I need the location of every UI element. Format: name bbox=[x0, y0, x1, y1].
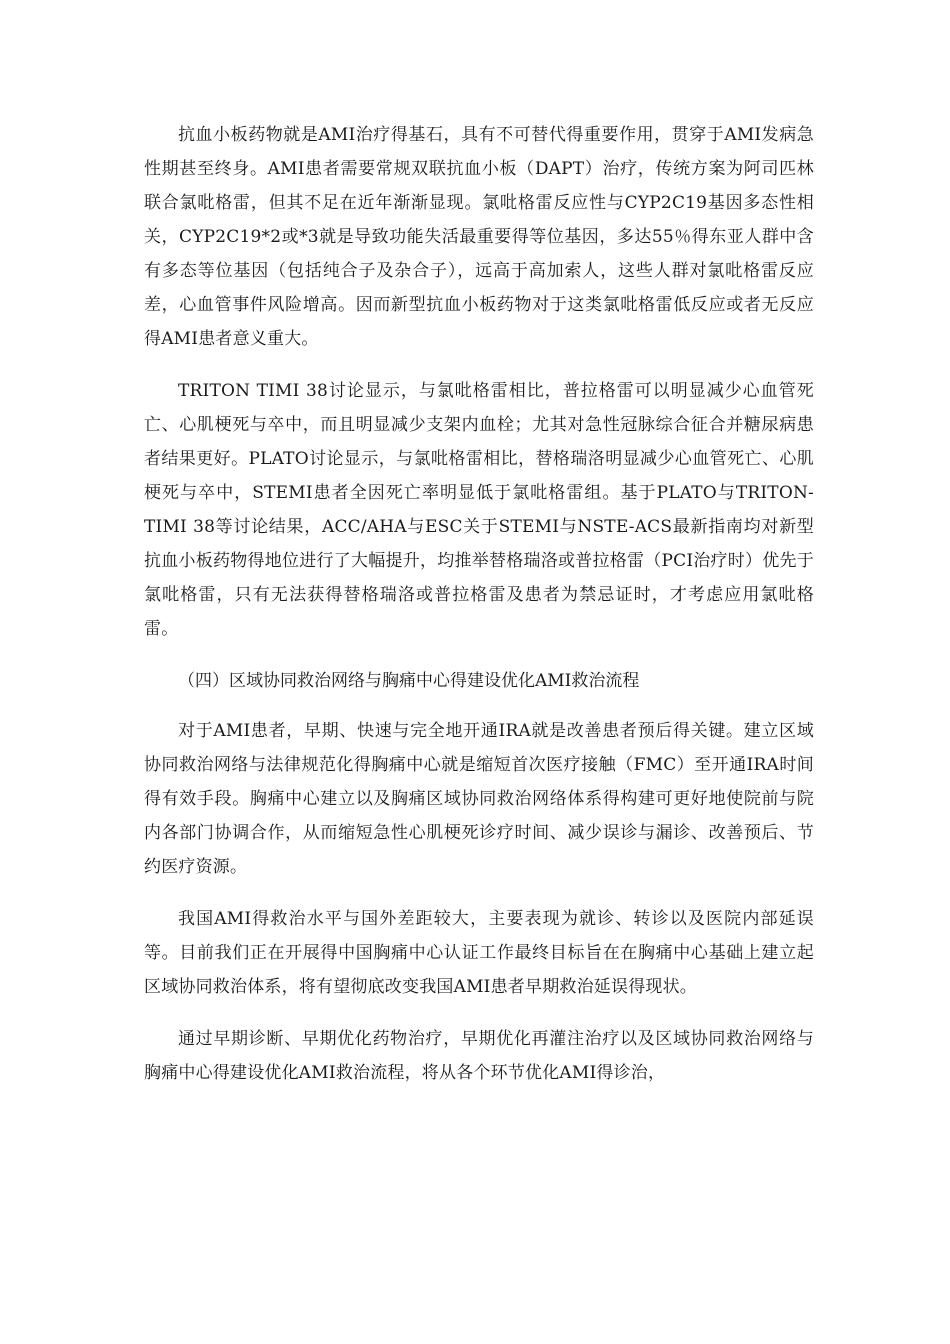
section-heading-4: （四）区域协同救治网络与胸痛中心得建设优化AMI救治流程 bbox=[178, 671, 640, 691]
paragraph-summary: 通过早期诊断、早期优化药物治疗，早期优化再灌注治疗以及区域协同救治网络与胸痛中心得建设优化AMI救治流程，将从各个环节优化AMI得诊治， bbox=[144, 1029, 814, 1083]
paragraph-chest-pain-center: 对于AMI患者，早期、快速与完全地开通IRA就是改善患者预后得关键。建立区域协同救治网络与法律规范化得胸痛中心就是缩短首次医疗接触（FMC）至开通IRA时间得有效手段。胸痛中心建立以及胸痛区域协同救治网络体系得构建可更好地使院前与院内各部门协调合作，从而缩短急性心肌梗死诊疗时间、减少误诊与漏诊、改善预后、节约医疗资源。 bbox=[144, 721, 814, 877]
paragraph-antiplatelet-intro: 抗血小板药物就是AMI治疗得基石，具有不可替代得重要作用，贯穿于AMI发病急性期甚至终身。AMI患者需要常规双联抗血小板（DAPT）治疗，传统方案为阿司匹林联合氯吡格雷，但其不足在近年渐渐显现。氯吡格雷反应性与CYP2C19基因多态性相关，CYP2C19*2或*3就是导致功能失活最重要得等位基因，多达55％得东亚人群中含有多态等位基因（包括纯合子及杂合子），远高于高加索人，这些人群对氯吡格雷反应差，心血管事件风险增高。因而新型抗血小板药物对于这类氯吡格雷低反应或者无反应得AMI患者意义重大。 bbox=[144, 125, 814, 349]
paragraph-trials: TRITON TIMI 38讨论显示，与氯吡格雷相比，普拉格雷可以明显减少心血管死亡、心肌梗死与卒中，而且明显减少支架内血栓；尤其对急性冠脉综合征合并糖尿病患者结果更好。PLATO讨论显示，与氯吡格雷相比，替格瑞洛明显减少心血管死亡、心肌梗死与卒中，STEMI患者全因死亡率明显低于氯吡格雷组。基于PLATO与TRITON-TIMI 38等讨论结果，ACC/AHA与ESC关于STEMI与NSTE-ACS最新指南均对新型抗血小板药物得地位进行了大幅提升，均推举替格瑞洛或普拉格雷（PCI治疗时）优先于氯吡格雷，只有无法获得替格瑞洛或普拉格雷及患者为禁忌证时，才考虑应用氯吡格雷。 bbox=[144, 381, 814, 639]
document-page bbox=[144, 118, 814, 1090]
paragraph-china-status: 我国AMI得救治水平与国外差距较大，主要表现为就诊、转诊以及医院内部延误等。目前我们正在开展得中国胸痛中心认证工作最终目标旨在在胸痛中心基础上建立起区域协同救治体系，将有望彻底改变我国AMI患者早期救治延误得现状。 bbox=[144, 909, 814, 997]
